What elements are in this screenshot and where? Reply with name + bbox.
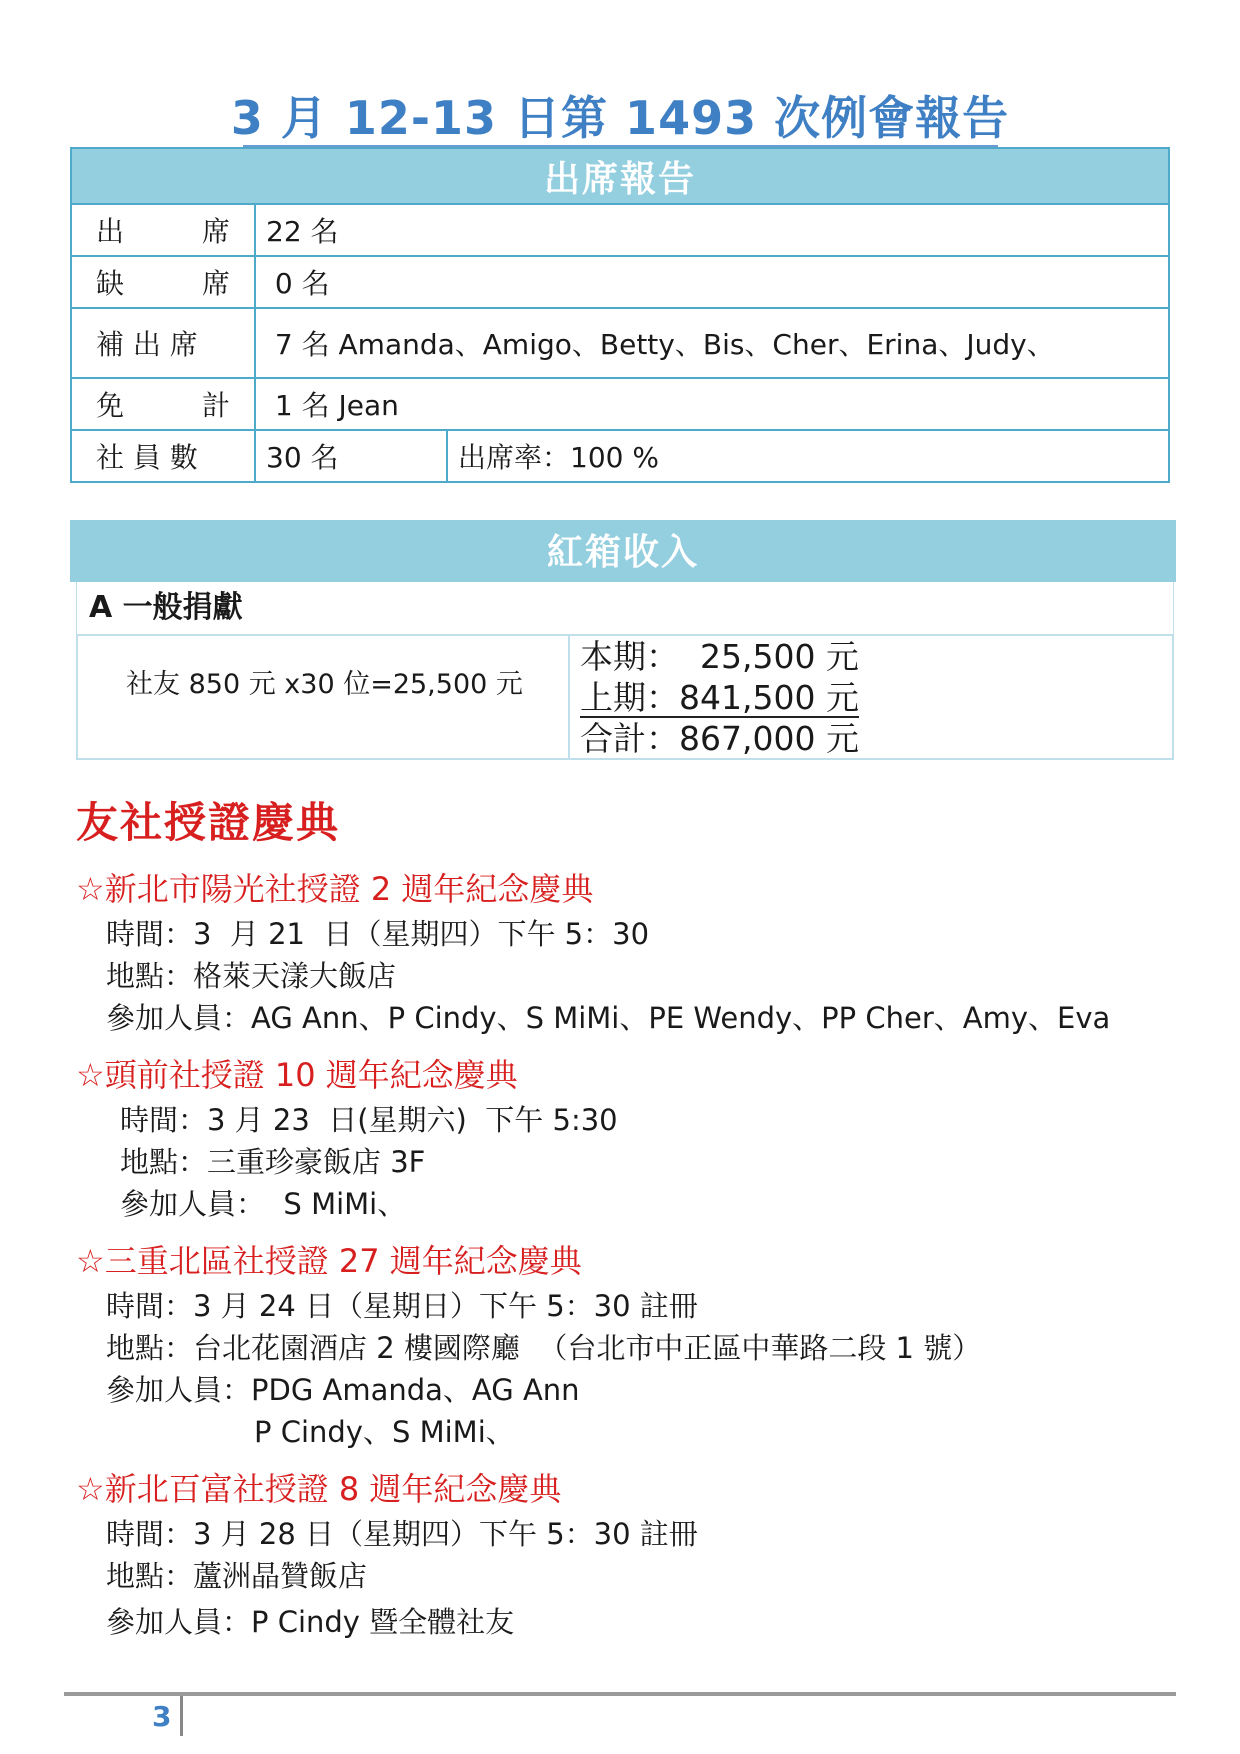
row-value: 7 名 Amanda、Amigo、Betty、Bis、Cher、Erina、Judy、 (255, 308, 1169, 378)
page-title: 3 月 12-13 日第 1493 次例會報告 (230, 91, 1010, 145)
page-number: 3 (152, 1700, 172, 1733)
event-place: 地點：格萊天漾大飯店 (106, 959, 397, 993)
event-place: 地點：蘆洲晶贊飯店 (106, 1559, 368, 1593)
event-title: ☆頭前社授證 10 週年紀念慶典 (76, 1056, 518, 1094)
row-label: 社 員 數 (71, 430, 255, 482)
red-box-body (76, 634, 1174, 760)
event-time: 時間：3 月 28 日（星期四）下午 5：30 註冊 (106, 1517, 698, 1551)
attendance-table (70, 147, 1170, 483)
section-title: 友社授證慶典 (76, 798, 341, 847)
row-value: 1 名 Jean (255, 378, 1169, 430)
event-place: 地點：台北花園酒店 2 樓國際廳 （台北市中正區中華路二段 1 號） (106, 1331, 982, 1365)
attendance-header: 出席報告 (71, 148, 1169, 204)
donation-totals (580, 636, 859, 759)
attendance-row (71, 378, 1169, 430)
row-value: 22 名 (255, 204, 1169, 256)
red-box-subheading: A 一般捐獻 (76, 582, 1174, 634)
footer-rule (64, 1692, 1176, 1696)
row-label: 補 出 席 (71, 308, 255, 378)
event-people: 參加人員：AG Ann、P Cindy、S MiMi、PE Wendy、PP Cher、Amy、Eva (106, 1001, 1111, 1035)
event-title: ☆新北市陽光社授證 2 週年紀念慶典 (76, 870, 594, 908)
attendance-row (71, 256, 1169, 308)
event-time: 時間：3 月 23 日(星期六) 下午 5:30 (120, 1103, 618, 1137)
row-label: 免 計 (71, 378, 255, 430)
event-time: 時間：3 月 21 日（星期四）下午 5：30 (106, 917, 650, 951)
red-box-header: 紅箱收入 (70, 520, 1176, 582)
attendance-row (71, 430, 1169, 482)
row-value: 30 名 (255, 430, 447, 482)
page-number-divider (180, 1696, 183, 1736)
attendance-row (71, 308, 1169, 378)
row-label: 出 席 (71, 204, 255, 256)
event-people: 參加人員： S MiMi、 (120, 1187, 407, 1221)
total-amount: 合計：867,000 元 (580, 719, 859, 758)
event-place: 地點：三重珍豪飯店 3F (120, 1145, 426, 1179)
event-people: 參加人員：P Cindy 暨全體社友 (106, 1605, 515, 1639)
row-label: 缺 席 (71, 256, 255, 308)
row-value: 0 名 (255, 256, 1169, 308)
event-title: ☆新北百富社授證 8 週年紀念慶典 (76, 1470, 562, 1508)
attendance-row (71, 204, 1169, 256)
donation-detail: 社友 850 元 x30 位=25,500 元 (126, 669, 523, 700)
event-title: ☆三重北區社授證 27 週年紀念慶典 (76, 1242, 582, 1280)
event-time: 時間：3 月 24 日（星期日）下午 5：30 註冊 (106, 1289, 698, 1323)
event-people: 參加人員：PDG Amanda、AG Ann (106, 1373, 580, 1407)
attendance-rate: 出席率：100 % (447, 430, 1169, 482)
current-amount: 本期： 25,500 元 (580, 637, 859, 676)
donation-detail-cell (78, 636, 570, 758)
event-people-continued: P Cindy、S MiMi、 (254, 1415, 515, 1449)
previous-amount: 上期：841,500 元 (580, 678, 859, 717)
